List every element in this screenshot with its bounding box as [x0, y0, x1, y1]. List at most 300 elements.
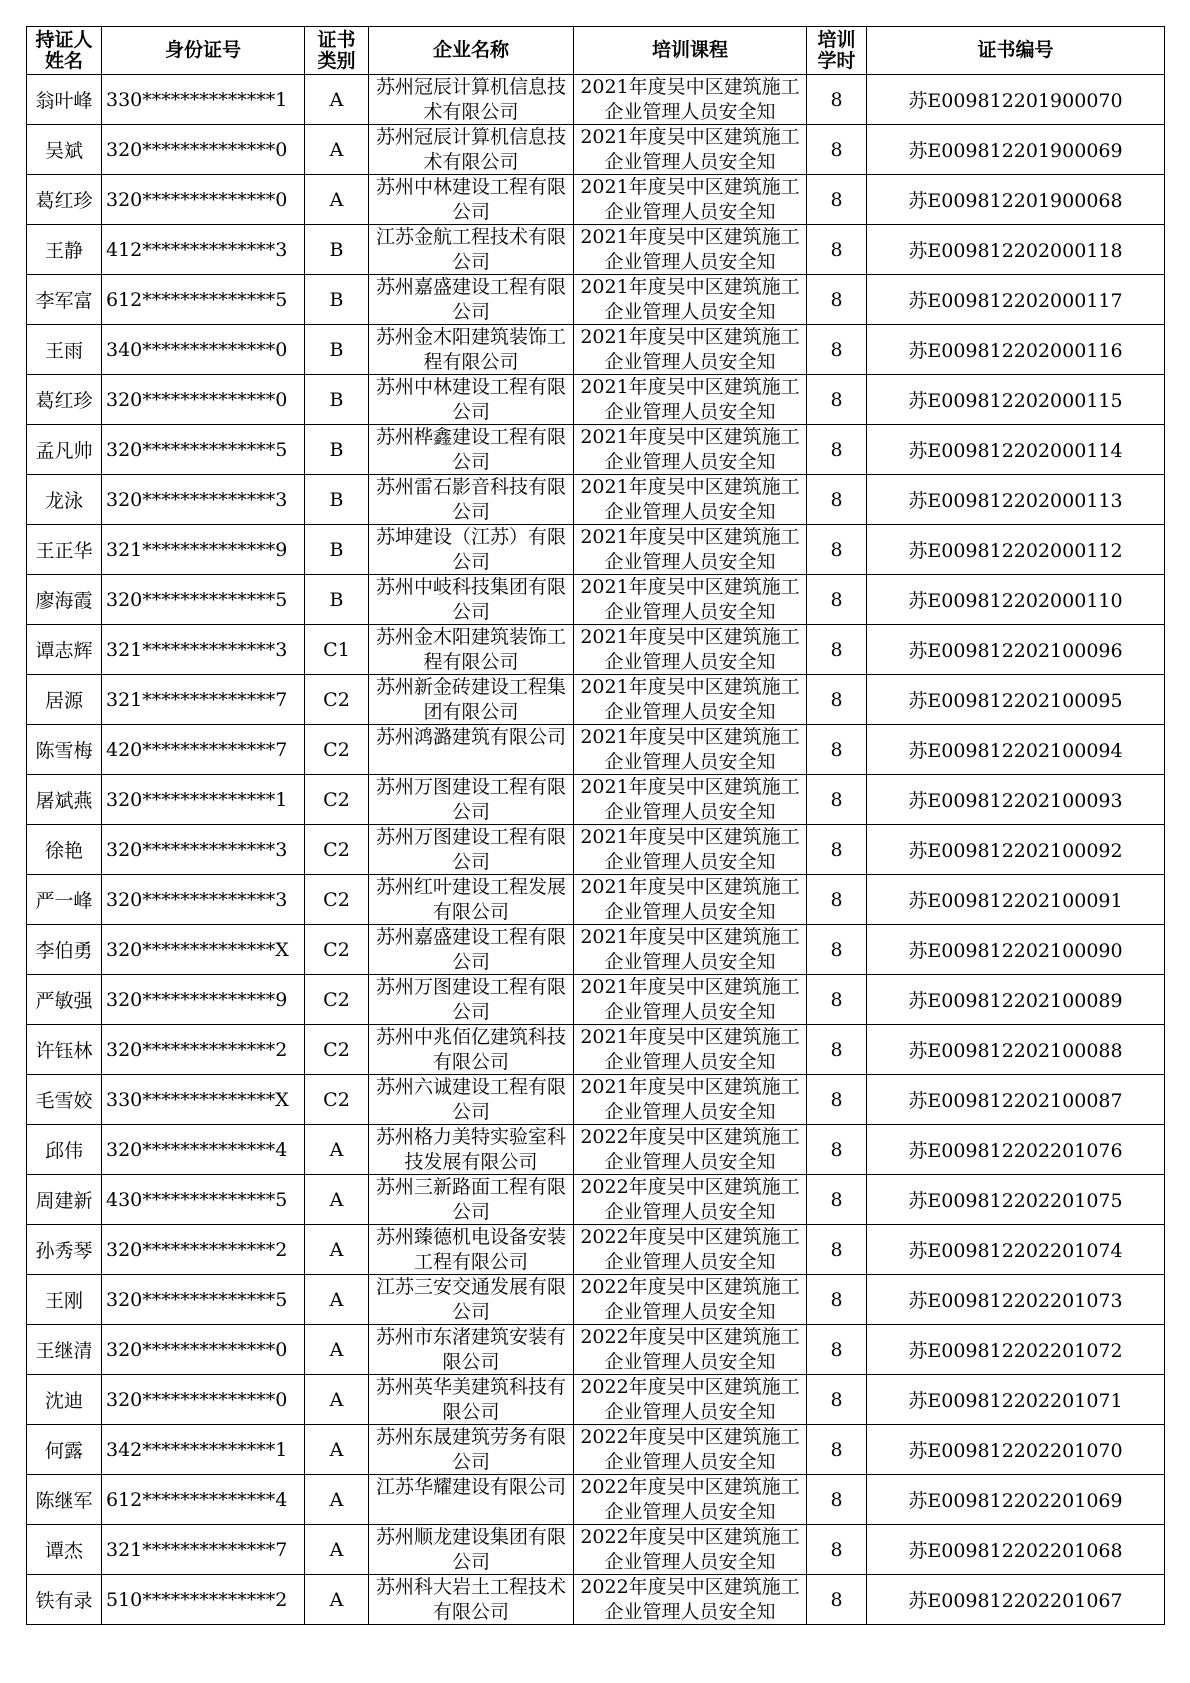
course-cell-text: 2021年度吴中区建筑施工企业管理人员安全知: [580, 975, 800, 1023]
table-row: [27, 175, 1165, 225]
hours-cell: 8: [807, 875, 867, 925]
hours-cell: 8: [807, 925, 867, 975]
course-cell-text: 2022年度吴中区建筑施工企业管理人员安全知: [580, 1475, 800, 1523]
table-row: [27, 1375, 1165, 1425]
id-number-cell: 320**************X: [102, 925, 305, 975]
id-number-cell: 321**************9: [102, 525, 305, 575]
holder-name-cell: 何露: [27, 1425, 102, 1475]
cert-number-cell: 苏E009812202201070: [867, 1425, 1165, 1475]
hours-cell: 8: [807, 725, 867, 775]
table-row: [27, 775, 1165, 825]
hours-cell: 8: [807, 1575, 867, 1625]
id-number-cell: 320**************3: [102, 875, 305, 925]
table-row: [27, 425, 1165, 475]
holder-name-cell: 王继清: [27, 1325, 102, 1375]
cert-number-cell: 苏E009812201900070: [867, 75, 1165, 125]
id-number-cell: 342**************1: [102, 1425, 305, 1475]
cert-type-cell: A: [305, 1225, 369, 1275]
holder-name-cell: 严敏强: [27, 975, 102, 1025]
table-row: [27, 1425, 1165, 1475]
company-cell-text: 苏州中岐科技集团有限公司: [375, 575, 566, 623]
course-cell: [574, 1525, 807, 1575]
course-cell: [574, 1175, 807, 1225]
course-cell: [574, 725, 807, 775]
course-cell: [574, 1325, 807, 1375]
course-cell: [574, 1425, 807, 1475]
hours-cell: 8: [807, 375, 867, 425]
id-number-cell: 320**************0: [102, 175, 305, 225]
course-cell: [574, 1125, 807, 1175]
id-number-cell: 321**************7: [102, 1525, 305, 1575]
course-cell: [574, 1275, 807, 1325]
cert-number-cell: 苏E009812201900068: [867, 175, 1165, 225]
cert-number-cell: 苏E009812202201067: [867, 1575, 1165, 1625]
holder-name-cell: 陈继军: [27, 1475, 102, 1525]
company-cell-text: 苏州冠辰计算机信息技术有限公司: [375, 75, 566, 123]
cert-number-cell: 苏E009812202100093: [867, 775, 1165, 825]
cert-type-cell: C1: [305, 625, 369, 675]
company-cell-text: 苏州金木阳建筑装饰工程有限公司: [375, 625, 566, 673]
holder-name-cell: 王正华: [27, 525, 102, 575]
company-cell: [369, 1275, 574, 1325]
hours-cell: 8: [807, 975, 867, 1025]
company-cell-text: 苏州臻德机电设备安装工程有限公司: [375, 1225, 566, 1273]
company-cell: [369, 1175, 574, 1225]
cert-type-cell: C2: [305, 725, 369, 775]
course-cell-text: 2021年度吴中区建筑施工企业管理人员安全知: [580, 1025, 800, 1073]
hours-cell: 8: [807, 125, 867, 175]
hours-cell: 8: [807, 1525, 867, 1575]
course-cell-text: 2022年度吴中区建筑施工企业管理人员安全知: [580, 1125, 800, 1173]
course-cell: [574, 375, 807, 425]
company-cell-text: 苏坤建设（江苏）有限公司: [375, 525, 566, 573]
holder-name-cell: 王刚: [27, 1275, 102, 1325]
course-cell-text: 2021年度吴中区建筑施工企业管理人员安全知: [580, 375, 800, 423]
course-cell: [574, 1475, 807, 1525]
course-cell-text: 2022年度吴中区建筑施工企业管理人员安全知: [580, 1575, 800, 1623]
table-row: [27, 525, 1165, 575]
cert-number-cell: 苏E009812202201069: [867, 1475, 1165, 1525]
id-number-cell: 320**************5: [102, 575, 305, 625]
course-cell: [574, 575, 807, 625]
cert-type-cell: A: [305, 1575, 369, 1625]
id-number-cell: 412**************3: [102, 225, 305, 275]
hours-cell: 8: [807, 175, 867, 225]
id-number-cell: 330**************1: [102, 75, 305, 125]
id-number-cell: 612**************4: [102, 1475, 305, 1525]
holder-name-cell: 王雨: [27, 325, 102, 375]
company-cell: [369, 1425, 574, 1475]
hours-cell: 8: [807, 475, 867, 525]
company-cell: [369, 975, 574, 1025]
company-cell: [369, 525, 574, 575]
course-cell-text: 2021年度吴中区建筑施工企业管理人员安全知: [580, 275, 800, 323]
cert-number-cell: 苏E009812202201071: [867, 1375, 1165, 1425]
hours-cell: 8: [807, 1475, 867, 1525]
cert-type-cell: A: [305, 1375, 369, 1425]
cert-number-cell: 苏E009812202201073: [867, 1275, 1165, 1325]
table-row: [27, 625, 1165, 675]
company-cell: [369, 1575, 574, 1625]
course-cell: [574, 1025, 807, 1075]
course-cell: [574, 275, 807, 325]
course-cell-text: 2021年度吴中区建筑施工企业管理人员安全知: [580, 675, 800, 723]
course-cell-text: 2021年度吴中区建筑施工企业管理人员安全知: [580, 475, 800, 523]
cert-type-cell: C2: [305, 1075, 369, 1125]
table-row: [27, 1125, 1165, 1175]
course-cell-text: 2021年度吴中区建筑施工企业管理人员安全知: [580, 325, 800, 373]
cert-type-cell: B: [305, 375, 369, 425]
table-row: [27, 75, 1165, 125]
cert-type-cell: A: [305, 1175, 369, 1225]
holder-name-cell: 李伯勇: [27, 925, 102, 975]
course-cell-text: 2021年度吴中区建筑施工企业管理人员安全知: [580, 875, 800, 923]
hours-cell: 8: [807, 1225, 867, 1275]
company-cell: [369, 275, 574, 325]
id-number-cell: 320**************2: [102, 1025, 305, 1075]
id-number-cell: 320**************0: [102, 1325, 305, 1375]
course-cell-text: 2022年度吴中区建筑施工企业管理人员安全知: [580, 1175, 800, 1223]
cert-number-cell: 苏E009812202000115: [867, 375, 1165, 425]
holder-name-cell: 徐艳: [27, 825, 102, 875]
cert-number-cell: 苏E009812202000112: [867, 525, 1165, 575]
course-cell-text: 2021年度吴中区建筑施工企业管理人员安全知: [580, 575, 800, 623]
hours-cell: 8: [807, 575, 867, 625]
holder-name-cell: 铁有录: [27, 1575, 102, 1625]
company-cell-text: 苏州科大岩土工程技术有限公司: [375, 1575, 566, 1623]
course-cell: [574, 75, 807, 125]
course-cell-text: 2021年度吴中区建筑施工企业管理人员安全知: [580, 1075, 800, 1123]
company-cell-text: 苏州红叶建设工程发展有限公司: [375, 875, 566, 923]
id-number-cell: 320**************0: [102, 125, 305, 175]
header-holder-name: 持证人姓名: [27, 27, 102, 75]
cert-type-cell: B: [305, 225, 369, 275]
hours-cell: 8: [807, 425, 867, 475]
cert-type-cell: B: [305, 425, 369, 475]
id-number-cell: 320**************1: [102, 775, 305, 825]
course-cell-text: 2021年度吴中区建筑施工企业管理人员安全知: [580, 725, 800, 773]
company-cell-text: 苏州英华美建筑科技有限公司: [375, 1375, 566, 1423]
course-cell-text: 2021年度吴中区建筑施工企业管理人员安全知: [580, 175, 800, 223]
company-cell: [369, 1125, 574, 1175]
hours-cell: 8: [807, 525, 867, 575]
company-cell-text: 苏州顺龙建设集团有限公司: [375, 1525, 566, 1573]
holder-name-cell: 居源: [27, 675, 102, 725]
cert-number-cell: 苏E009812202201075: [867, 1175, 1165, 1225]
hours-cell: 8: [807, 1125, 867, 1175]
cert-type-cell: A: [305, 1125, 369, 1175]
course-cell: [574, 1575, 807, 1625]
certificate-table: [26, 26, 1165, 1625]
header-cert-number: 证书编号: [867, 27, 1165, 75]
company-cell: [369, 1525, 574, 1575]
cert-number-cell: 苏E009812202201072: [867, 1325, 1165, 1375]
cert-type-cell: A: [305, 1275, 369, 1325]
course-cell-text: 2022年度吴中区建筑施工企业管理人员安全知: [580, 1525, 800, 1573]
id-number-cell: 320**************4: [102, 1125, 305, 1175]
company-cell: [369, 1025, 574, 1075]
table-row: [27, 125, 1165, 175]
course-cell: [574, 1225, 807, 1275]
cert-type-cell: C2: [305, 975, 369, 1025]
course-cell-text: 2021年度吴中区建筑施工企业管理人员安全知: [580, 125, 800, 173]
company-cell-text: 苏州三新路面工程有限公司: [375, 1175, 566, 1223]
id-number-cell: 612**************5: [102, 275, 305, 325]
header-hours: 培训学时: [807, 27, 867, 75]
course-cell-text: 2021年度吴中区建筑施工企业管理人员安全知: [580, 925, 800, 973]
course-cell-text: 2021年度吴中区建筑施工企业管理人员安全知: [580, 525, 800, 573]
course-cell-text: 2021年度吴中区建筑施工企业管理人员安全知: [580, 75, 800, 123]
company-cell: [369, 425, 574, 475]
cert-type-cell: C2: [305, 1025, 369, 1075]
company-cell: [369, 125, 574, 175]
cert-type-cell: B: [305, 325, 369, 375]
hours-cell: 8: [807, 1175, 867, 1225]
cert-type-cell: A: [305, 1475, 369, 1525]
holder-name-cell: 沈迪: [27, 1375, 102, 1425]
company-cell: [369, 725, 574, 775]
company-cell: [369, 775, 574, 825]
cert-number-cell: 苏E009812202100090: [867, 925, 1165, 975]
hours-cell: 8: [807, 675, 867, 725]
id-number-cell: 320**************3: [102, 475, 305, 525]
table-row: [27, 675, 1165, 725]
holder-name-cell: 孙秀琴: [27, 1225, 102, 1275]
company-cell-text: 江苏金航工程技术有限公司: [375, 225, 566, 273]
course-cell: [574, 525, 807, 575]
holder-name-cell: 廖海霞: [27, 575, 102, 625]
course-cell: [574, 175, 807, 225]
id-number-cell: 320**************5: [102, 1275, 305, 1325]
company-cell-text: 苏州万图建设工程有限公司: [375, 775, 566, 823]
header-id-number: 身份证号: [102, 27, 305, 75]
hours-cell: 8: [807, 275, 867, 325]
cert-number-cell: 苏E009812202201076: [867, 1125, 1165, 1175]
table-row: [27, 1475, 1165, 1525]
company-cell-text: 苏州格力美特实验室科技发展有限公司: [375, 1125, 566, 1173]
id-number-cell: 420**************7: [102, 725, 305, 775]
company-cell-text: 苏州嘉盛建设工程有限公司: [375, 275, 566, 323]
id-number-cell: 320**************3: [102, 825, 305, 875]
cert-number-cell: 苏E009812202201074: [867, 1225, 1165, 1275]
cert-number-cell: 苏E009812202100092: [867, 825, 1165, 875]
hours-cell: 8: [807, 1425, 867, 1475]
id-number-cell: 330**************X: [102, 1075, 305, 1125]
course-cell: [574, 225, 807, 275]
course-cell: [574, 125, 807, 175]
course-cell: [574, 975, 807, 1025]
hours-cell: 8: [807, 825, 867, 875]
company-cell: [369, 475, 574, 525]
holder-name-cell: 谭杰: [27, 1525, 102, 1575]
course-cell: [574, 875, 807, 925]
header-cert-type: 证书类别: [305, 27, 369, 75]
cert-number-cell: 苏E009812202000110: [867, 575, 1165, 625]
company-cell-text: 苏州新金砖建设工程集团有限公司: [375, 675, 566, 723]
company-cell: [369, 225, 574, 275]
cert-number-cell: 苏E009812202000113: [867, 475, 1165, 525]
id-number-cell: 340**************0: [102, 325, 305, 375]
company-cell: [369, 625, 574, 675]
holder-name-cell: 毛雪姣: [27, 1075, 102, 1125]
holder-name-cell: 周建新: [27, 1175, 102, 1225]
holder-name-cell: 陈雪梅: [27, 725, 102, 775]
cert-number-cell: 苏E009812202100089: [867, 975, 1165, 1025]
table-row: [27, 1275, 1165, 1325]
company-cell-text: 苏州中林建设工程有限公司: [375, 375, 566, 423]
cert-type-cell: C2: [305, 825, 369, 875]
cert-type-cell: A: [305, 125, 369, 175]
holder-name-cell: 屠斌燕: [27, 775, 102, 825]
course-cell: [574, 1375, 807, 1425]
table-row: [27, 475, 1165, 525]
hours-cell: 8: [807, 1375, 867, 1425]
company-cell-text: 苏州市东渚建筑安装有限公司: [375, 1325, 566, 1373]
table-header: [27, 27, 1165, 75]
hours-cell: 8: [807, 225, 867, 275]
cert-number-cell: 苏E009812201900069: [867, 125, 1165, 175]
table-row: [27, 575, 1165, 625]
company-cell: [369, 1225, 574, 1275]
holder-name-cell: 龙泳: [27, 475, 102, 525]
company-cell: [369, 75, 574, 125]
header-company: 企业名称: [369, 27, 574, 75]
company-cell-text: 苏州中林建设工程有限公司: [375, 175, 566, 223]
course-cell-text: 2022年度吴中区建筑施工企业管理人员安全知: [580, 1225, 800, 1273]
table-row: [27, 725, 1165, 775]
table-row: [27, 975, 1165, 1025]
course-cell-text: 2022年度吴中区建筑施工企业管理人员安全知: [580, 1325, 800, 1373]
course-cell: [574, 325, 807, 375]
holder-name-cell: 葛红珍: [27, 375, 102, 425]
cert-number-cell: 苏E009812202000116: [867, 325, 1165, 375]
course-cell-text: 2021年度吴中区建筑施工企业管理人员安全知: [580, 225, 800, 273]
course-cell: [574, 625, 807, 675]
cert-type-cell: A: [305, 1325, 369, 1375]
company-cell-text: 苏州六诚建设工程有限公司: [375, 1075, 566, 1123]
holder-name-cell: 翁叶峰: [27, 75, 102, 125]
company-cell-text: 苏州雷石影音科技有限公司: [375, 475, 566, 523]
hours-cell: 8: [807, 1025, 867, 1075]
company-cell: [369, 1375, 574, 1425]
company-cell-text: 苏州万图建设工程有限公司: [375, 975, 566, 1023]
table-row: [27, 275, 1165, 325]
cert-number-cell: 苏E009812202000118: [867, 225, 1165, 275]
course-cell: [574, 425, 807, 475]
id-number-cell: 321**************7: [102, 675, 305, 725]
cert-type-cell: B: [305, 475, 369, 525]
company-cell: [369, 175, 574, 225]
company-cell: [369, 675, 574, 725]
cert-type-cell: B: [305, 575, 369, 625]
table-row: [27, 1075, 1165, 1125]
hours-cell: 8: [807, 1325, 867, 1375]
table-row: [27, 1225, 1165, 1275]
hours-cell: 8: [807, 1075, 867, 1125]
cert-number-cell: 苏E009812202100096: [867, 625, 1165, 675]
id-number-cell: 321**************3: [102, 625, 305, 675]
holder-name-cell: 吴斌: [27, 125, 102, 175]
table-body: [27, 75, 1165, 1625]
header-course: 培训课程: [574, 27, 807, 75]
cert-number-cell: 苏E009812202000117: [867, 275, 1165, 325]
header-row: [27, 27, 1165, 75]
hours-cell: 8: [807, 1275, 867, 1325]
course-cell: [574, 825, 807, 875]
course-cell: [574, 475, 807, 525]
holder-name-cell: 孟凡帅: [27, 425, 102, 475]
holder-name-cell: 葛红珍: [27, 175, 102, 225]
course-cell-text: 2021年度吴中区建筑施工企业管理人员安全知: [580, 825, 800, 873]
holder-name-cell: 王静: [27, 225, 102, 275]
course-cell-text: 2022年度吴中区建筑施工企业管理人员安全知: [580, 1275, 800, 1323]
hours-cell: 8: [807, 325, 867, 375]
cert-type-cell: C2: [305, 775, 369, 825]
table-row: [27, 225, 1165, 275]
company-cell-text: 江苏华耀建设有限公司: [375, 1475, 566, 1498]
company-cell: [369, 1475, 574, 1525]
company-cell: [369, 825, 574, 875]
cert-number-cell: 苏E009812202100095: [867, 675, 1165, 725]
table-row: [27, 1525, 1165, 1575]
cert-type-cell: A: [305, 175, 369, 225]
company-cell: [369, 1325, 574, 1375]
company-cell: [369, 375, 574, 425]
course-cell-text: 2021年度吴中区建筑施工企业管理人员安全知: [580, 775, 800, 823]
company-cell: [369, 325, 574, 375]
course-cell: [574, 925, 807, 975]
cert-type-cell: A: [305, 1525, 369, 1575]
course-cell-text: 2022年度吴中区建筑施工企业管理人员安全知: [580, 1425, 800, 1473]
id-number-cell: 430**************5: [102, 1175, 305, 1225]
table-row: [27, 825, 1165, 875]
id-number-cell: 320**************0: [102, 375, 305, 425]
company-cell-text: 苏州桦鑫建设工程有限公司: [375, 425, 566, 473]
table-row: [27, 1175, 1165, 1225]
cert-number-cell: 苏E009812202100094: [867, 725, 1165, 775]
holder-name-cell: 邱伟: [27, 1125, 102, 1175]
course-cell: [574, 775, 807, 825]
cert-type-cell: A: [305, 1425, 369, 1475]
cert-type-cell: B: [305, 525, 369, 575]
company-cell-text: 苏州金木阳建筑装饰工程有限公司: [375, 325, 566, 373]
course-cell-text: 2021年度吴中区建筑施工企业管理人员安全知: [580, 425, 800, 473]
company-cell-text: 苏州万图建设工程有限公司: [375, 825, 566, 873]
id-number-cell: 320**************9: [102, 975, 305, 1025]
company-cell: [369, 925, 574, 975]
holder-name-cell: 许钰林: [27, 1025, 102, 1075]
cert-type-cell: A: [305, 75, 369, 125]
cert-type-cell: C2: [305, 925, 369, 975]
cert-number-cell: 苏E009812202201068: [867, 1525, 1165, 1575]
holder-name-cell: 严一峰: [27, 875, 102, 925]
holder-name-cell: 谭志辉: [27, 625, 102, 675]
id-number-cell: 510**************2: [102, 1575, 305, 1625]
cert-number-cell: 苏E009812202100087: [867, 1075, 1165, 1125]
cert-number-cell: 苏E009812202100091: [867, 875, 1165, 925]
holder-name-cell: 李军富: [27, 275, 102, 325]
company-cell-text: 苏州嘉盛建设工程有限公司: [375, 925, 566, 973]
table-row: [27, 375, 1165, 425]
hours-cell: 8: [807, 75, 867, 125]
company-cell-text: 江苏三安交通发展有限公司: [375, 1275, 566, 1323]
company-cell-text: 苏州中兆佰亿建筑科技有限公司: [375, 1025, 566, 1073]
cert-type-cell: B: [305, 275, 369, 325]
company-cell: [369, 875, 574, 925]
hours-cell: 8: [807, 625, 867, 675]
cert-number-cell: 苏E009812202100088: [867, 1025, 1165, 1075]
course-cell: [574, 1075, 807, 1125]
